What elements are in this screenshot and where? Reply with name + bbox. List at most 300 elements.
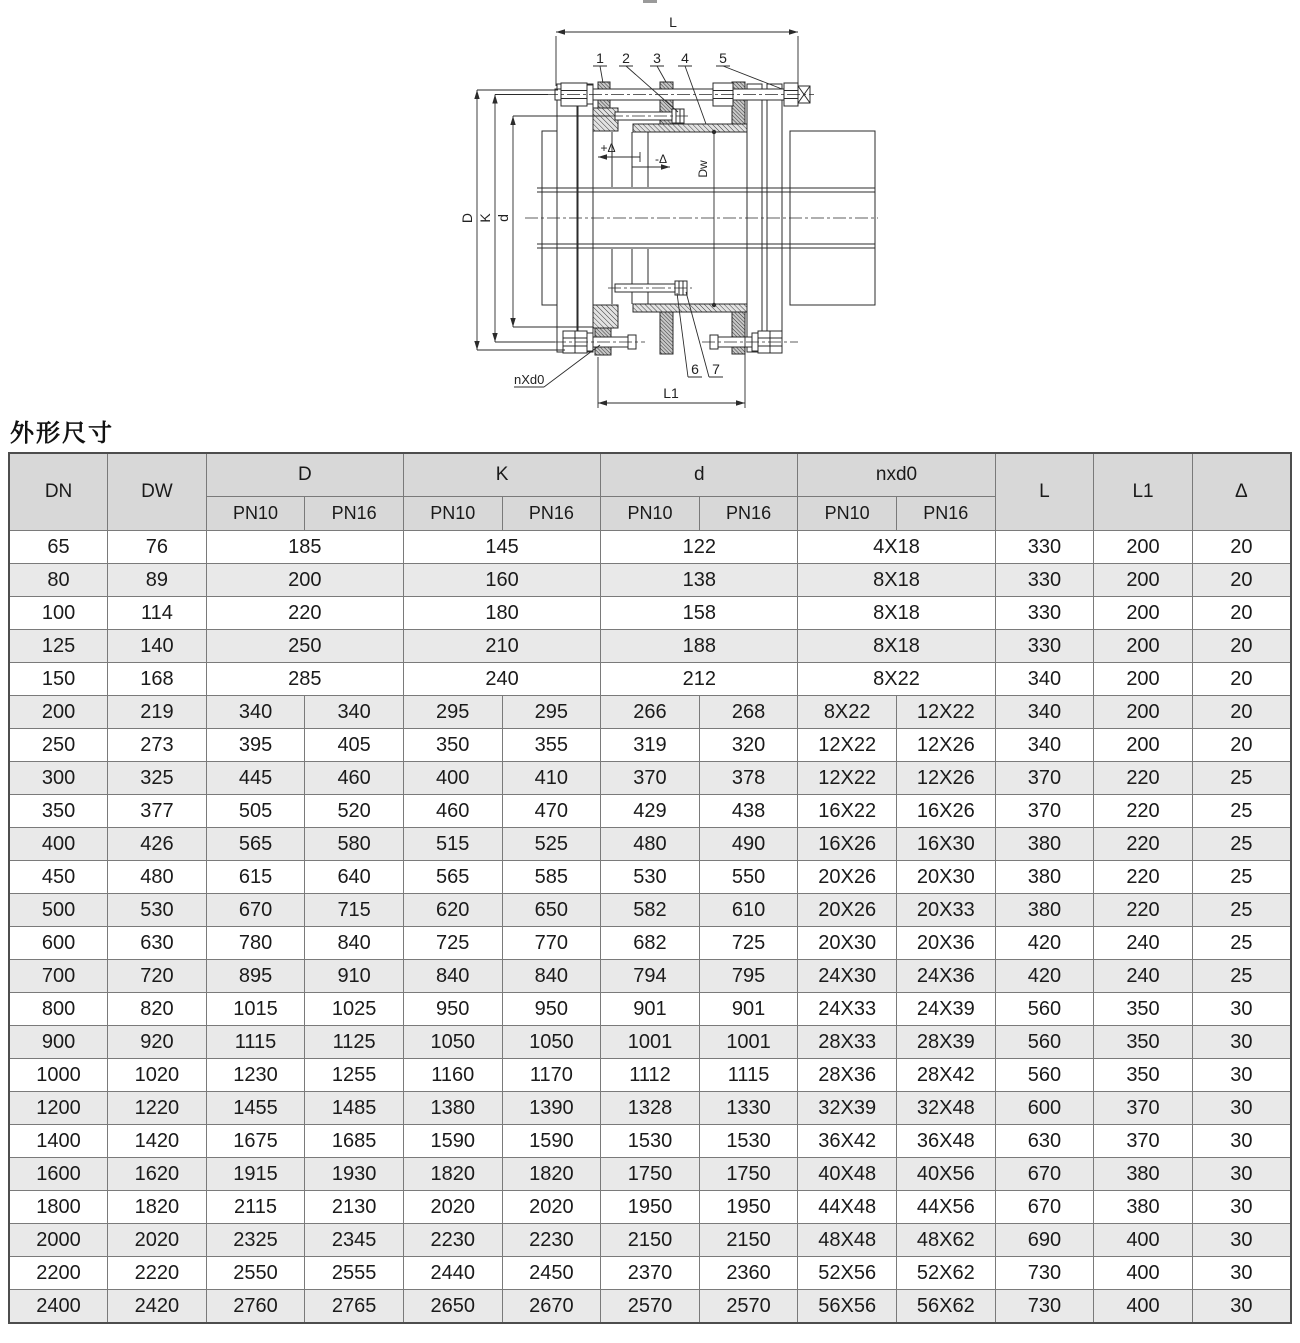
table-cell: 380 (995, 894, 1094, 927)
table-cell: 800 (9, 993, 108, 1026)
table-cell: 1950 (601, 1191, 700, 1224)
table-cell: 16X26 (798, 828, 897, 861)
dim-label-minus-delta: -Δ (654, 152, 668, 166)
table-cell: 585 (502, 861, 601, 894)
table-cell: 2555 (305, 1257, 404, 1290)
table-cell: 1915 (206, 1158, 305, 1191)
table-cell: 2325 (206, 1224, 305, 1257)
table-cell: 630 (108, 927, 207, 960)
table-cell: 2670 (502, 1290, 601, 1324)
table-cell: 525 (502, 828, 601, 861)
table-cell: 615 (206, 861, 305, 894)
table-cell: 80 (9, 564, 108, 597)
table-cell: 560 (995, 993, 1094, 1026)
table-cell: 200 (9, 696, 108, 729)
table-cell: 16X22 (798, 795, 897, 828)
col-header-k: K (403, 453, 600, 497)
table-cell: 8X18 (798, 630, 995, 663)
table-cell: 460 (403, 795, 502, 828)
table-cell: 20 (1192, 564, 1291, 597)
table-cell: 1950 (699, 1191, 798, 1224)
table-cell: 12X22 (798, 729, 897, 762)
table-cell: 273 (108, 729, 207, 762)
table-cell: 30 (1192, 993, 1291, 1026)
table-cell: 1170 (502, 1059, 601, 1092)
table-cell: 350 (9, 795, 108, 828)
table-cell: 2000 (9, 1224, 108, 1257)
table-cell: 682 (601, 927, 700, 960)
col-header-l1: L1 (1094, 453, 1193, 531)
table-cell: 114 (108, 597, 207, 630)
table-cell: 380 (995, 828, 1094, 861)
table-cell: 200 (1094, 663, 1193, 696)
dim-label-K: K (477, 213, 493, 223)
table-cell: 188 (601, 630, 798, 663)
table-cell: 1485 (305, 1092, 404, 1125)
table-cell: 725 (403, 927, 502, 960)
table-cell: 28X42 (896, 1059, 995, 1092)
table-cell: 2020 (403, 1191, 502, 1224)
subheader-pn10: PN10 (601, 497, 700, 531)
table-cell: 420 (995, 960, 1094, 993)
table-cell: 370 (1094, 1092, 1193, 1125)
table-row (9, 1125, 1291, 1158)
table-cell: 30 (1192, 1158, 1291, 1191)
table-row (9, 993, 1291, 1026)
table-cell: 565 (403, 861, 502, 894)
table-row (9, 927, 1291, 960)
table-cell: 670 (995, 1191, 1094, 1224)
table-row (9, 1224, 1291, 1257)
table-cell: 36X42 (798, 1125, 897, 1158)
table-cell: 1328 (601, 1092, 700, 1125)
table-cell: 600 (995, 1092, 1094, 1125)
table-cell: 28X36 (798, 1059, 897, 1092)
table-cell: 2400 (9, 1290, 108, 1324)
limit-bolt-top (610, 109, 688, 123)
dimension-Dw (696, 130, 716, 307)
table-cell: 1675 (206, 1125, 305, 1158)
table-cell: 1001 (601, 1026, 700, 1059)
table-cell: 1115 (206, 1026, 305, 1059)
table-cell: 901 (699, 993, 798, 1026)
table-cell: 600 (9, 927, 108, 960)
table-cell: 240 (403, 663, 600, 696)
table-cell: 794 (601, 960, 700, 993)
table-cell: 1220 (108, 1092, 207, 1125)
table-cell: 2760 (206, 1290, 305, 1324)
table-cell: 30 (1192, 1026, 1291, 1059)
table-cell: 20 (1192, 597, 1291, 630)
table-cell: 28X39 (896, 1026, 995, 1059)
table-cell: 770 (502, 927, 601, 960)
table-cell: 20 (1192, 729, 1291, 762)
subheader-pn16: PN16 (896, 497, 995, 531)
table-cell: 200 (206, 564, 403, 597)
table-cell: 1015 (206, 993, 305, 1026)
table-cell: 690 (995, 1224, 1094, 1257)
table-cell: 300 (9, 762, 108, 795)
part-label-6: 6 (691, 361, 699, 377)
table-cell: 355 (502, 729, 601, 762)
part-label-1: 1 (596, 50, 604, 66)
table-cell: 89 (108, 564, 207, 597)
table-cell: 340 (995, 663, 1094, 696)
dim-label-D: D (459, 212, 475, 224)
col-header-dn: DN (9, 453, 108, 531)
table-cell: 1800 (9, 1191, 108, 1224)
table-row (9, 762, 1291, 795)
table-cell: 8X22 (798, 696, 897, 729)
table-cell: 180 (403, 597, 600, 630)
table-cell: 24X36 (896, 960, 995, 993)
table-cell: 1750 (601, 1158, 700, 1191)
table-cell: 158 (601, 597, 798, 630)
table-cell: 950 (502, 993, 601, 1026)
table-cell: 920 (108, 1026, 207, 1059)
subheader-pn16: PN16 (502, 497, 601, 531)
table-cell: 1001 (699, 1026, 798, 1059)
table-cell: 429 (601, 795, 700, 828)
seal-strip-top (633, 124, 747, 132)
table-cell: 395 (206, 729, 305, 762)
table-cell: 268 (699, 696, 798, 729)
table-cell: 220 (206, 597, 403, 630)
table-cell: 670 (995, 1158, 1094, 1191)
table-cell: 650 (502, 894, 601, 927)
table-cell: 20 (1192, 696, 1291, 729)
table-cell: 1620 (108, 1158, 207, 1191)
table-cell: 500 (9, 894, 108, 927)
technical-drawing (430, 0, 880, 415)
table-row (9, 861, 1291, 894)
table-cell: 840 (403, 960, 502, 993)
table-cell: 470 (502, 795, 601, 828)
table-cell: 240 (1094, 960, 1193, 993)
table-cell: 295 (403, 696, 502, 729)
col-header-d: D (206, 453, 403, 497)
table-cell: 350 (1094, 1059, 1193, 1092)
dim-label-Dw: Dw (696, 160, 710, 178)
table-cell: 200 (1094, 531, 1193, 564)
table-cell: 330 (995, 630, 1094, 663)
table-cell: 420 (995, 927, 1094, 960)
table-cell: 20 (1192, 630, 1291, 663)
table-cell: 20X30 (896, 861, 995, 894)
table-cell: 200 (1094, 564, 1193, 597)
table-cell: 100 (9, 597, 108, 630)
table-row (9, 1257, 1291, 1290)
table-cell: 24X30 (798, 960, 897, 993)
table-cell: 250 (206, 630, 403, 663)
table-row (9, 960, 1291, 993)
table-cell: 580 (305, 828, 404, 861)
table-cell: 1230 (206, 1059, 305, 1092)
table-cell: 200 (1094, 729, 1193, 762)
table-cell: 25 (1192, 762, 1291, 795)
table-cell: 840 (502, 960, 601, 993)
table-cell: 1750 (699, 1158, 798, 1191)
table-cell: 20 (1192, 663, 1291, 696)
table-cell: 1050 (403, 1026, 502, 1059)
dim-label-L: L (669, 14, 677, 30)
table-cell: 1820 (108, 1191, 207, 1224)
table-cell: 426 (108, 828, 207, 861)
table-row (9, 597, 1291, 630)
table-cell: 1115 (699, 1059, 798, 1092)
table-cell: 700 (9, 960, 108, 993)
table-cell: 520 (305, 795, 404, 828)
table-cell: 36X48 (896, 1125, 995, 1158)
table-cell: 350 (403, 729, 502, 762)
table-cell: 40X48 (798, 1158, 897, 1191)
table-cell: 185 (206, 531, 403, 564)
packing-top (593, 108, 618, 131)
part-label-7: 7 (712, 361, 720, 377)
table-cell: 2420 (108, 1290, 207, 1324)
table-cell: 560 (995, 1026, 1094, 1059)
table-cell: 515 (403, 828, 502, 861)
subheader-pn10: PN10 (403, 497, 502, 531)
table-row (9, 1158, 1291, 1191)
table-cell: 2220 (108, 1257, 207, 1290)
table-cell: 340 (206, 696, 305, 729)
table-cell: 370 (1094, 1125, 1193, 1158)
table-cell: 20X36 (896, 927, 995, 960)
table-cell: 1160 (403, 1059, 502, 1092)
table-cell: 1590 (403, 1125, 502, 1158)
table-cell: 1600 (9, 1158, 108, 1191)
table-cell: 8X18 (798, 564, 995, 597)
table-cell: 24X33 (798, 993, 897, 1026)
table-cell: 2570 (601, 1290, 700, 1324)
table-cell: 28X33 (798, 1026, 897, 1059)
table-cell: 610 (699, 894, 798, 927)
table-cell: 8X22 (798, 663, 995, 696)
table-cell: 1930 (305, 1158, 404, 1191)
table-cell: 240 (1094, 927, 1193, 960)
table-cell: 490 (699, 828, 798, 861)
table-cell: 25 (1192, 795, 1291, 828)
subheader-pn16: PN16 (305, 497, 404, 531)
part-label-2: 2 (622, 50, 630, 66)
table-cell: 2130 (305, 1191, 404, 1224)
table-cell: 48X62 (896, 1224, 995, 1257)
page-title: 外形尺寸 (10, 420, 114, 447)
col-header-small-d: d (601, 453, 798, 497)
table-cell: 950 (403, 993, 502, 1026)
table-cell: 319 (601, 729, 700, 762)
table-cell: 320 (699, 729, 798, 762)
table-cell: 145 (403, 531, 600, 564)
dim-label-plus-delta: +Δ (600, 141, 616, 155)
table-header (9, 453, 1291, 531)
table-row (9, 1026, 1291, 1059)
table-row (9, 564, 1291, 597)
dimension-minus-delta (632, 152, 670, 172)
table-cell: 2370 (601, 1257, 700, 1290)
table-cell: 370 (995, 762, 1094, 795)
limit-bolt-bottom (608, 281, 692, 295)
packing-bottom (593, 305, 618, 328)
table-cell: 200 (1094, 597, 1193, 630)
table-cell: 1455 (206, 1092, 305, 1125)
table-cell: 138 (601, 564, 798, 597)
table-cell: 400 (1094, 1257, 1193, 1290)
table-cell: 460 (305, 762, 404, 795)
table-cell: 530 (601, 861, 700, 894)
table-cell: 76 (108, 531, 207, 564)
table-cell: 2650 (403, 1290, 502, 1324)
part-label-4: 4 (681, 50, 689, 66)
table-cell: 505 (206, 795, 305, 828)
table-cell: 150 (9, 663, 108, 696)
table-cell: 2550 (206, 1257, 305, 1290)
table-cell: 2450 (502, 1257, 601, 1290)
table-cell: 1390 (502, 1092, 601, 1125)
table-cell: 400 (1094, 1224, 1193, 1257)
cropped-text-remnant (643, 0, 657, 3)
expansion-joint-section-drawing (430, 0, 880, 415)
table-cell: 44X56 (896, 1191, 995, 1224)
table-row (9, 696, 1291, 729)
table-row (9, 1059, 1291, 1092)
table-cell: 380 (995, 861, 1094, 894)
table-cell: 380 (1094, 1191, 1193, 1224)
table-cell: 25 (1192, 828, 1291, 861)
table-cell: 30 (1192, 1290, 1291, 1324)
table-cell: 378 (699, 762, 798, 795)
table-cell: 295 (502, 696, 601, 729)
table-cell: 400 (9, 828, 108, 861)
table-cell: 565 (206, 828, 305, 861)
table-cell: 200 (1094, 630, 1193, 663)
table-cell: 1380 (403, 1092, 502, 1125)
table-cell: 24X39 (896, 993, 995, 1026)
table-cell: 32X39 (798, 1092, 897, 1125)
col-header-delta: Δ (1192, 453, 1291, 531)
table-cell: 30 (1192, 1257, 1291, 1290)
table-cell: 4X18 (798, 531, 995, 564)
table-cell: 1820 (403, 1158, 502, 1191)
table-cell: 2440 (403, 1257, 502, 1290)
table-cell: 640 (305, 861, 404, 894)
table-cell: 725 (699, 927, 798, 960)
table-row (9, 663, 1291, 696)
table-cell: 1330 (699, 1092, 798, 1125)
table-cell: 25 (1192, 927, 1291, 960)
table-cell: 168 (108, 663, 207, 696)
table-cell: 25 (1192, 960, 1291, 993)
table-cell: 330 (995, 564, 1094, 597)
table-row (9, 531, 1291, 564)
table-cell: 438 (699, 795, 798, 828)
table-cell: 1685 (305, 1125, 404, 1158)
table-cell: 30 (1192, 1191, 1291, 1224)
table-cell: 1125 (305, 1026, 404, 1059)
table-cell: 480 (601, 828, 700, 861)
table-cell: 445 (206, 762, 305, 795)
dim-label-L1: L1 (663, 385, 679, 401)
table-cell: 20X26 (798, 861, 897, 894)
subheader-pn10: PN10 (798, 497, 897, 531)
table-cell: 40X56 (896, 1158, 995, 1191)
spec-table-body (9, 531, 1291, 1324)
table-cell: 212 (601, 663, 798, 696)
table-cell: 1020 (108, 1059, 207, 1092)
col-header-dw: DW (108, 453, 207, 531)
table-row (9, 1092, 1291, 1125)
table-cell: 1420 (108, 1125, 207, 1158)
dimension-plus-delta (598, 141, 640, 162)
table-cell: 30 (1192, 1092, 1291, 1125)
col-header-l: L (995, 453, 1094, 531)
table-cell: 16X26 (896, 795, 995, 828)
table-cell: 56X62 (896, 1290, 995, 1324)
table-cell: 2360 (699, 1257, 798, 1290)
table-cell: 330 (995, 597, 1094, 630)
table-cell: 16X30 (896, 828, 995, 861)
subheader-pn10: PN10 (206, 497, 305, 531)
table-cell: 1820 (502, 1158, 601, 1191)
table-cell: 1400 (9, 1125, 108, 1158)
table-cell: 2345 (305, 1224, 404, 1257)
table-cell: 20X33 (896, 894, 995, 927)
table-cell: 330 (995, 531, 1094, 564)
table-cell: 122 (601, 531, 798, 564)
table-cell: 2230 (502, 1224, 601, 1257)
table-cell: 400 (403, 762, 502, 795)
table-cell: 220 (1094, 861, 1193, 894)
table-cell: 285 (206, 663, 403, 696)
table-cell: 730 (995, 1290, 1094, 1324)
table-cell: 795 (699, 960, 798, 993)
table-cell: 30 (1192, 1224, 1291, 1257)
table-cell: 550 (699, 861, 798, 894)
table-cell: 1025 (305, 993, 404, 1026)
table-cell: 377 (108, 795, 207, 828)
table-cell: 400 (1094, 1290, 1193, 1324)
table-cell: 12X26 (896, 762, 995, 795)
subheader-pn16: PN16 (699, 497, 798, 531)
table-cell: 405 (305, 729, 404, 762)
table-cell: 250 (9, 729, 108, 762)
table-cell: 370 (995, 795, 1094, 828)
table-cell: 160 (403, 564, 600, 597)
table-cell: 30 (1192, 1059, 1291, 1092)
table-cell: 1590 (502, 1125, 601, 1158)
table-cell: 350 (1094, 1026, 1193, 1059)
bolt-hole-label: nXd0 (514, 372, 545, 387)
table-cell: 620 (403, 894, 502, 927)
table-cell: 220 (1094, 894, 1193, 927)
table-row (9, 1290, 1291, 1324)
table-cell: 210 (403, 630, 600, 663)
table-row (9, 630, 1291, 663)
table-cell: 65 (9, 531, 108, 564)
table-cell: 1000 (9, 1059, 108, 1092)
table-cell: 901 (601, 993, 700, 1026)
table-row (9, 729, 1291, 762)
table-cell: 1200 (9, 1092, 108, 1125)
table-cell: 266 (601, 696, 700, 729)
table-row (9, 828, 1291, 861)
table-row (9, 795, 1291, 828)
table-cell: 219 (108, 696, 207, 729)
table-row (9, 894, 1291, 927)
table-cell: 380 (1094, 1158, 1193, 1191)
table-cell: 48X48 (798, 1224, 897, 1257)
